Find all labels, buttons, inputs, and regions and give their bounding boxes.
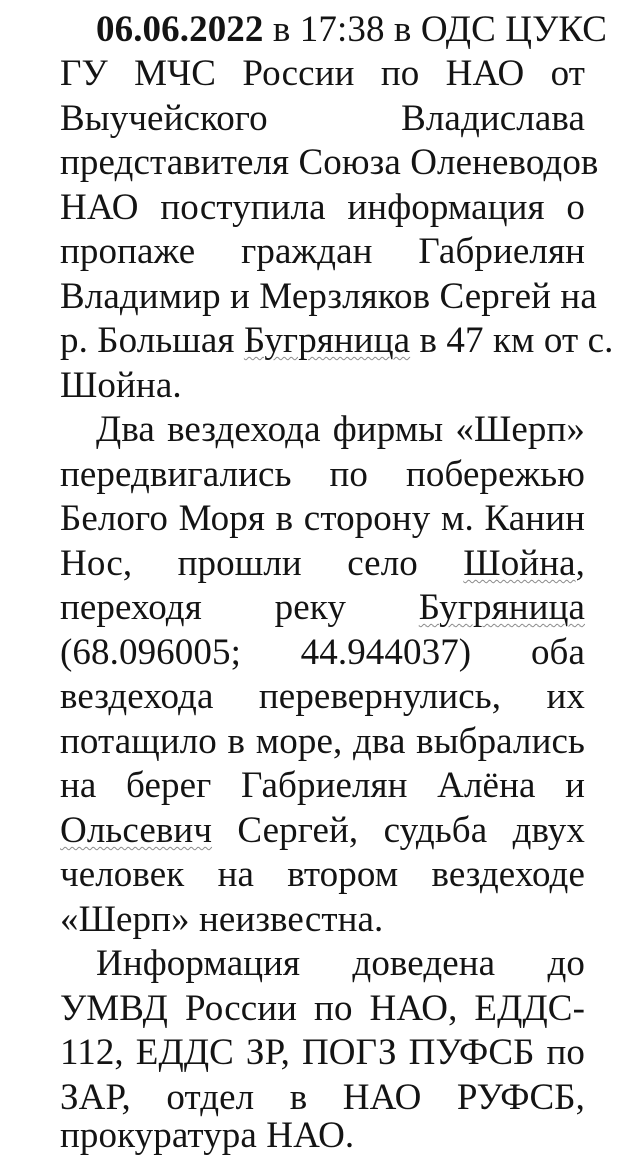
text-line: передвигались по побережью xyxy=(60,454,585,495)
report-date: 06.06.2022 xyxy=(96,9,264,50)
text-line: Выучейского Владислава xyxy=(60,98,585,139)
text-line: ЗАР, отдел в НАО РУФСБ, xyxy=(60,1077,585,1118)
text-line: р. Большая Бугряница в 47 км от с. xyxy=(60,320,614,361)
text-line: 06.06.2022 в 17:38 в ОДС ЦУКС xyxy=(96,9,608,50)
text-line: на берег Габриелян Алёна и xyxy=(60,765,585,806)
text-line: Нос, прошли село Шойна, xyxy=(60,543,585,584)
text-line: Владимир и Мерзляков Сергей на xyxy=(60,276,597,317)
text-line: (68.096005; 44.944037) оба xyxy=(60,632,585,673)
spellcheck-word: Шойна xyxy=(463,543,576,584)
text-line: переходя реку Бугряница xyxy=(60,587,585,628)
text-line: Информация доведена до xyxy=(96,943,585,984)
text-line: представителя Союза Оленеводов xyxy=(60,142,599,183)
text-line: прокуратура НАО. xyxy=(60,1115,355,1156)
text-line: пропаже граждан Габриелян xyxy=(60,231,585,272)
text-line: потащило в море, два выбрались xyxy=(60,721,585,762)
text-line: УМВД России по НАО, ЕДДС- xyxy=(60,988,585,1029)
text-line: человек на втором вездеходе xyxy=(60,854,585,895)
spellcheck-word: Бугряница xyxy=(243,320,411,361)
text-line: ГУ МЧС России по НАО от xyxy=(60,53,585,94)
spellcheck-word: Ольсевич xyxy=(60,810,213,851)
text-line: Два вездехода фирмы «Шерп» xyxy=(96,409,585,450)
text-line: НАО поступила информация о xyxy=(60,187,585,228)
text-line: Ольсевич Сергей, судьба двух xyxy=(60,810,585,851)
text-line: Белого Моря в сторону м. Канин xyxy=(60,498,585,539)
text-line: 112, ЕДДС ЗР, ПОГЗ ПУФСБ по xyxy=(60,1032,585,1073)
spellcheck-word: Бугряница xyxy=(418,587,585,628)
text-line: «Шерп» неизвестна. xyxy=(60,899,384,940)
text-line: вездехода перевернулись, их xyxy=(60,676,585,717)
text-line: Шойна. xyxy=(60,365,182,406)
